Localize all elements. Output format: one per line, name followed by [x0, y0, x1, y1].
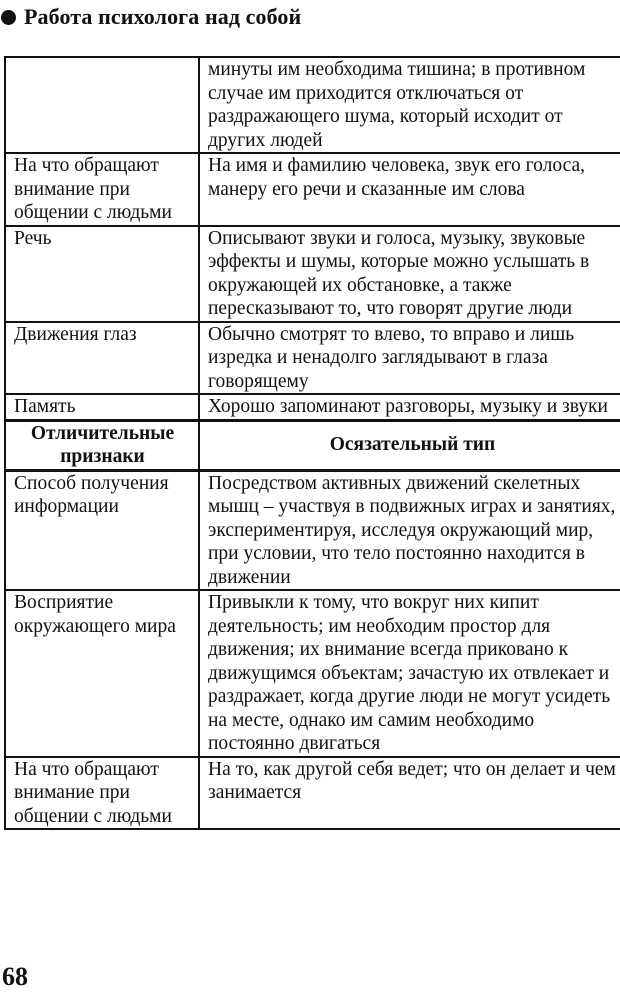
column-header-type: Осязательный тип: [199, 420, 620, 470]
table-cell-description: Привыкли к тому, что вокруг них кипит деятельность; им необходим простор для движения; их внимание всегда приковано к движущимся объектам; зачастую их отвлекает и раздражает, когда другие люди не могут усидеть на месте, однако им самим необходимо постоянно двигаться: [199, 590, 620, 757]
table-cell-attribute: Речь: [5, 226, 199, 322]
table-cell-description: На то, как другой себя ведет; что он делает и чем занимается: [199, 757, 620, 830]
table-cell-attribute: На что обращают внимание при общении с людьми: [5, 153, 199, 226]
table-row: [5, 757, 620, 830]
page-number: 68: [2, 962, 28, 991]
column-header-attributes: Отличительные признаки: [5, 420, 199, 470]
table-cell-attribute: Движения глаз: [5, 322, 199, 395]
table-row: [5, 57, 620, 153]
table-cell-attribute: Память: [5, 394, 199, 420]
bullet-icon: [1, 10, 16, 25]
table-cell-description: Обычно смотрят то влево, то вправо и лишь изредка и ненадолго заглядывают в глаза говорящему: [199, 322, 620, 395]
table-cell-description: Хорошо запоминают разговоры, музыку и звуки: [199, 394, 620, 420]
table-cell-description: Описывают звуки и голоса, музыку, звуковые эффекты и шумы, которые можно услышать в окружающей их обстановке, а также пересказывают то, что говорят другие люди: [199, 226, 620, 322]
table-cell-attribute: Способ получения информации: [5, 470, 199, 590]
table-cell-description: минуты им необходима тишина; в противном случае им приходится отключаться от раздражающего шума, который исходит от других людей: [199, 57, 620, 153]
section-header-row: [5, 420, 620, 470]
table-row: [5, 470, 620, 590]
table-cell-attribute: Восприятие окружающего мира: [5, 590, 199, 757]
page-title: Работа психолога над собой: [24, 4, 302, 29]
table-row: [5, 153, 620, 226]
comparison-table: [4, 56, 620, 830]
table-cell-description: На имя и фамилию человека, звук его голоса, манеру его речи и сказанные им слова: [199, 153, 620, 226]
table-row: [5, 322, 620, 395]
page-header: [0, 2, 301, 32]
table-row: [5, 590, 620, 757]
table-row: [5, 226, 620, 322]
table-row: [5, 394, 620, 420]
table-cell-attribute: На что обращают внимание при общении с людьми: [5, 757, 199, 830]
table-cell-attribute: [5, 57, 199, 153]
table-cell-description: Посредством активных движений скелетных мышц – участвуя в подвижных играх и занятиях, экспериментируя, исследуя окружающий мир, при условии, что тело постоянно находится в движении: [199, 470, 620, 590]
